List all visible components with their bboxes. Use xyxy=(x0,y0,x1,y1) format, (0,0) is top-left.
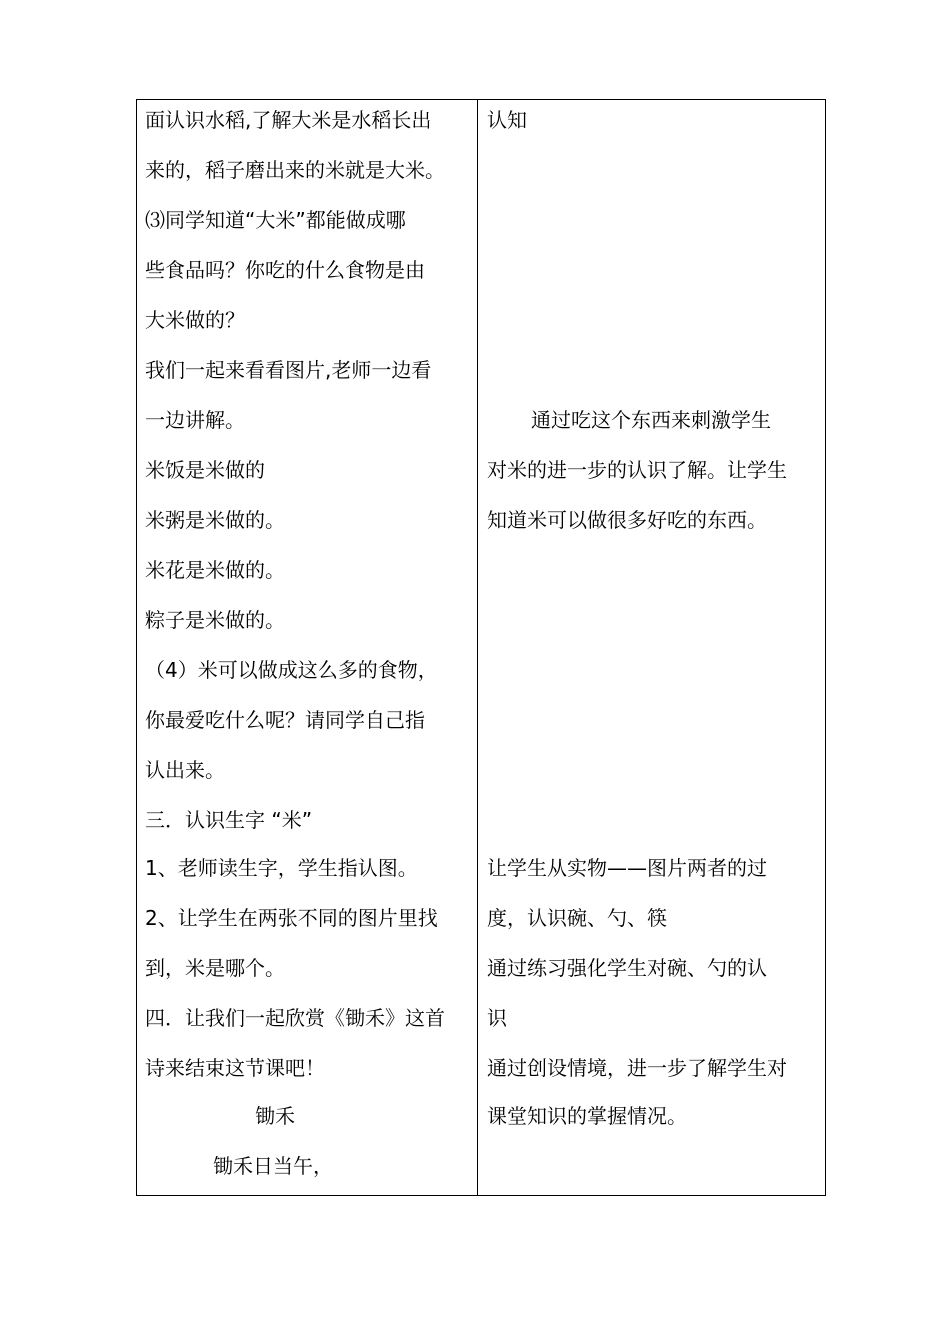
lesson-plan-table xyxy=(136,99,826,1196)
right-line-1: 认知 xyxy=(487,108,527,132)
right-line-4: 知道米可以做很多好吃的东西。 xyxy=(487,508,767,532)
left-line-12: （4）米可以做成这么多的食物， xyxy=(145,658,438,682)
right-line-8: 识 xyxy=(487,1006,507,1030)
left-line-1: 面认识水稻,了解大米是水稻长出 xyxy=(145,108,432,132)
left-line-18: 到，米是哪个。 xyxy=(145,956,285,980)
right-line-5: 让学生从实物——图片两者的过 xyxy=(487,856,767,880)
left-line-15: 三．认识生字 “米” xyxy=(145,808,313,832)
left-line-19: 四．让我们一起欣赏《锄禾》这首 xyxy=(145,1006,445,1030)
left-line-11: 粽子是米做的。 xyxy=(145,608,285,632)
right-line-9: 通过创设情境，进一步了解学生对 xyxy=(487,1056,787,1080)
left-line-20: 诗来结束这节课吧！ xyxy=(145,1056,325,1080)
left-line-10: 米花是米做的。 xyxy=(145,558,285,582)
poem-title: 锄禾 xyxy=(255,1104,295,1128)
left-line-14: 认出来。 xyxy=(145,758,225,782)
right-line-6: 度，认识碗、勺、筷 xyxy=(487,906,667,930)
poem-line-1: 锄禾日当午， xyxy=(213,1154,333,1178)
left-line-3: ⑶同学知道“大米”都能做成哪 xyxy=(145,208,406,232)
left-line-2: 来的，稻子磨出来的米就是大米。 xyxy=(145,158,445,182)
left-line-13: 你最爱吃什么呢？请同学自己指 xyxy=(145,708,425,732)
left-line-9: 米粥是米做的。 xyxy=(145,508,285,532)
left-line-6: 我们一起来看看图片,老师一边看 xyxy=(145,358,432,382)
left-line-7: 一边讲解。 xyxy=(145,408,245,432)
left-line-5: 大米做的？ xyxy=(145,308,245,332)
right-line-10: 课堂知识的掌握情况。 xyxy=(487,1104,687,1128)
column-divider xyxy=(477,100,478,1195)
left-line-4: 些食品吗？你吃的什么食物是由 xyxy=(145,258,425,282)
left-line-17: 2、让学生在两张不同的图片里找 xyxy=(145,906,438,930)
right-line-7: 通过练习强化学生对碗、勺的认 xyxy=(487,956,767,980)
left-line-8: 米饭是米做的 xyxy=(145,458,265,482)
right-line-2: 通过吃这个东西来刺激学生 xyxy=(531,408,771,432)
left-line-16: 1、老师读生字，学生指认图。 xyxy=(145,856,418,880)
right-line-3: 对米的进一步的认识了解。让学生 xyxy=(487,458,787,482)
